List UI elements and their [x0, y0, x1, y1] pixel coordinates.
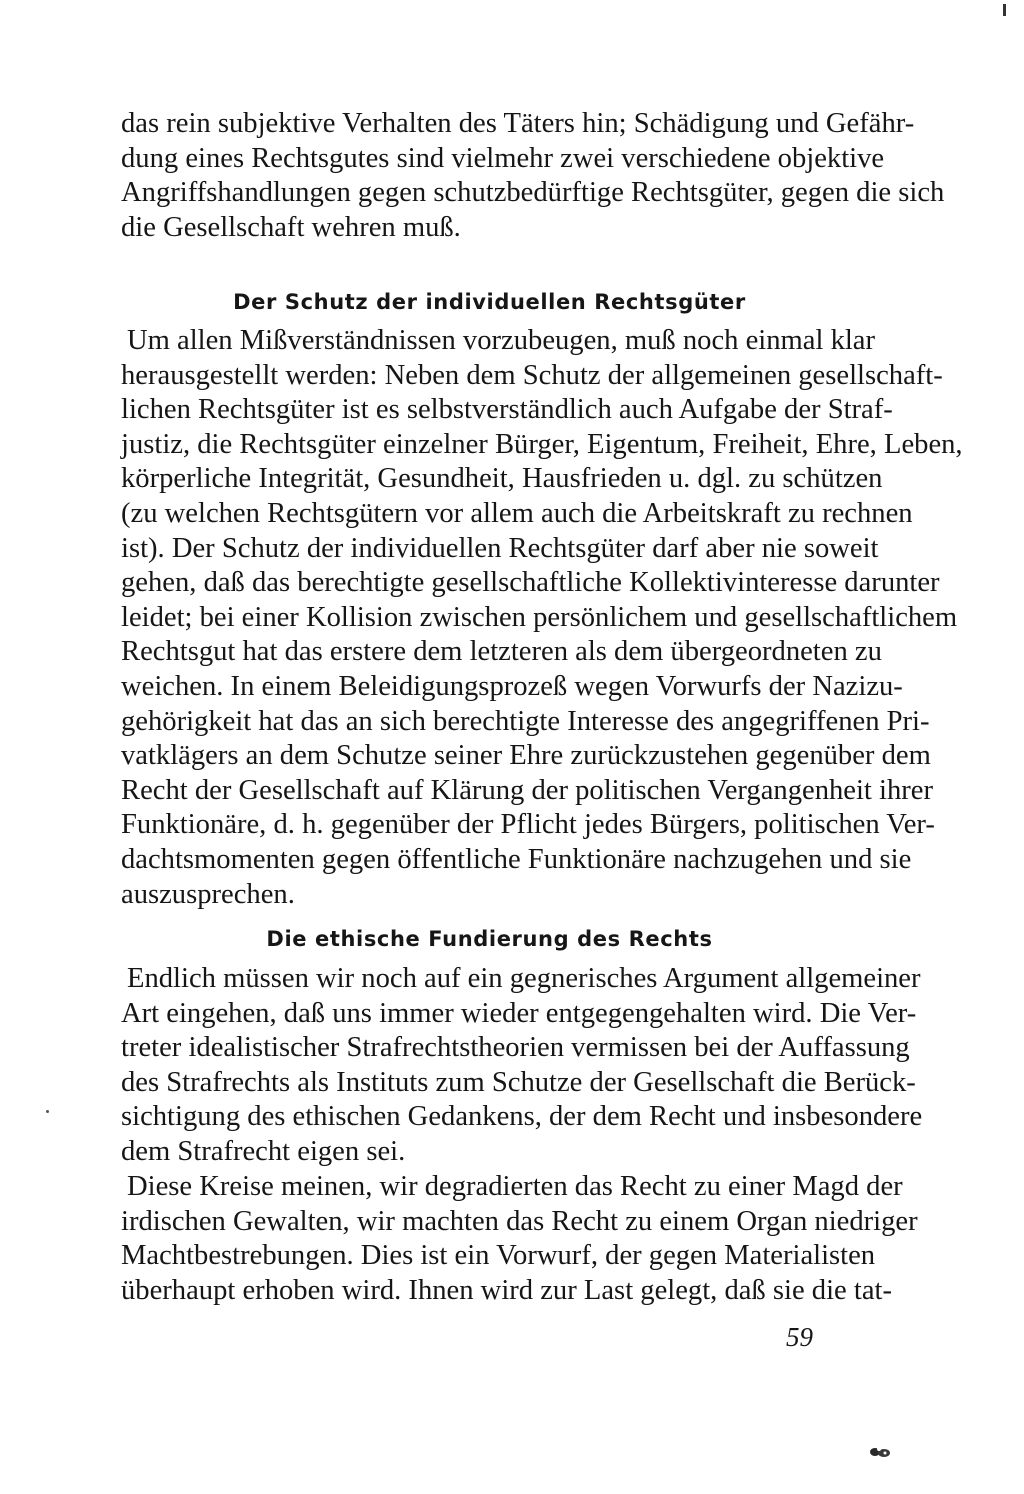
ornament-icon	[868, 1445, 892, 1459]
text-line: auszusprechen.	[121, 878, 295, 910]
text-line: Angriffshandlungen gegen schutzbedürftige Rechtsgüter, gegen die sich	[121, 177, 945, 209]
text-line: ist). Der Schutz der individuellen Rechtsgüter darf aber nie soweit	[121, 532, 879, 564]
section-heading-ethical-foundation: Die ethische Fundierung des Rechts	[266, 927, 713, 951]
scan-corner-mark	[1003, 4, 1006, 16]
text-line: gehörigkeit hat das an sich berechtigte Interesse des angegriffenen Pri-	[121, 705, 930, 737]
text-line: sichtigung des ethischen Gedankens, der dem Recht und insbesondere	[121, 1101, 923, 1133]
page-number: 59	[786, 1322, 813, 1352]
text-line: gehen, daß das berechtigte gesellschaftliche Kollektivinteresse darunter	[121, 567, 940, 599]
text-line: weichen. In einem Beleidigungsprozeß wegen Vorwurfs der Nazizu-	[121, 670, 903, 702]
text-line: herausgestellt werden: Neben dem Schutz der allgemeinen gesellschaft-	[121, 359, 943, 391]
text-line: justiz, die Rechtsgüter einzelner Bürger, Eigentum, Freiheit, Ehre, Leben,	[121, 428, 963, 460]
text-line: des Strafrechts als Instituts zum Schutze der Gesellschaft die Berück-	[121, 1066, 916, 1098]
text-line: Diese Kreise meinen, wir degradierten das Recht zu einer Magd der	[127, 1171, 903, 1202]
text-line: dem Strafrecht eigen sei.	[121, 1135, 406, 1167]
scan-speck	[46, 1110, 49, 1113]
section2-paragraph-2	[121, 1170, 918, 1308]
text-line: das rein subjektive Verhalten des Täters hin; Schädigung und Gefähr-	[121, 108, 915, 139]
text-line: treter idealistischer Strafrechtstheorien vermissen bei der Auffassung	[121, 1032, 910, 1064]
text-line: Recht der Gesellschaft auf Klärung der politischen Vergangenheit ihrer	[121, 774, 933, 806]
text-line: Um allen Mißverständnissen vorzubeugen, muß noch einmal klar	[127, 325, 876, 356]
text-line: Rechtsgut hat das erstere dem letzteren als dem übergeordneten zu	[121, 636, 882, 668]
text-line: Machtbestrebungen. Dies ist ein Vorwurf, der gegen Materialisten	[121, 1240, 876, 1272]
text-line: (zu welchen Rechtsgütern vor allem auch die Arbeitskraft zu rechnen	[121, 497, 913, 529]
text-line: dung eines Rechtsgutes sind vielmehr zwei verschiedene objektive	[121, 142, 885, 174]
text-line: lichen Rechtsgüter ist es selbstverständlich auch Aufgabe der Straf-	[121, 394, 893, 426]
text-line: leidet; bei einer Kollision zwischen persönlichem und gesellschaftlichem	[121, 601, 958, 633]
section1-paragraph	[121, 324, 963, 912]
section-heading-individual-rights: Der Schutz der individuellen Rechtsgüter	[233, 290, 746, 314]
text-line: körperliche Integrität, Gesundheit, Hausfrieden u. dgl. zu schützen	[121, 463, 883, 495]
text-line: vatklägers an dem Schutze seiner Ehre zurückzustehen gegenüber dem	[121, 740, 931, 772]
intro-paragraph	[121, 107, 945, 245]
text-line: irdischen Gewalten, wir machten das Recht zu einem Organ niedriger	[121, 1205, 918, 1237]
text-line: Endlich müssen wir noch auf ein gegnerisches Argument allgemeiner	[127, 963, 921, 994]
text-line: Funktionäre, d. h. gegenüber der Pflicht jedes Bürgers, politischen Ver-	[121, 809, 935, 841]
text-line: die Gesellschaft wehren muß.	[121, 211, 461, 243]
section2-paragraph-1	[121, 962, 923, 1170]
text-line: Art eingehen, daß uns immer wieder entgegengehalten wird. Die Ver-	[121, 997, 917, 1029]
text-line: überhaupt erhoben wird. Ihnen wird zur Last gelegt, daß sie die tat-	[121, 1274, 892, 1306]
text-line: dachtsmomenten gegen öffentliche Funktionäre nachzugehen und sie	[121, 843, 912, 875]
